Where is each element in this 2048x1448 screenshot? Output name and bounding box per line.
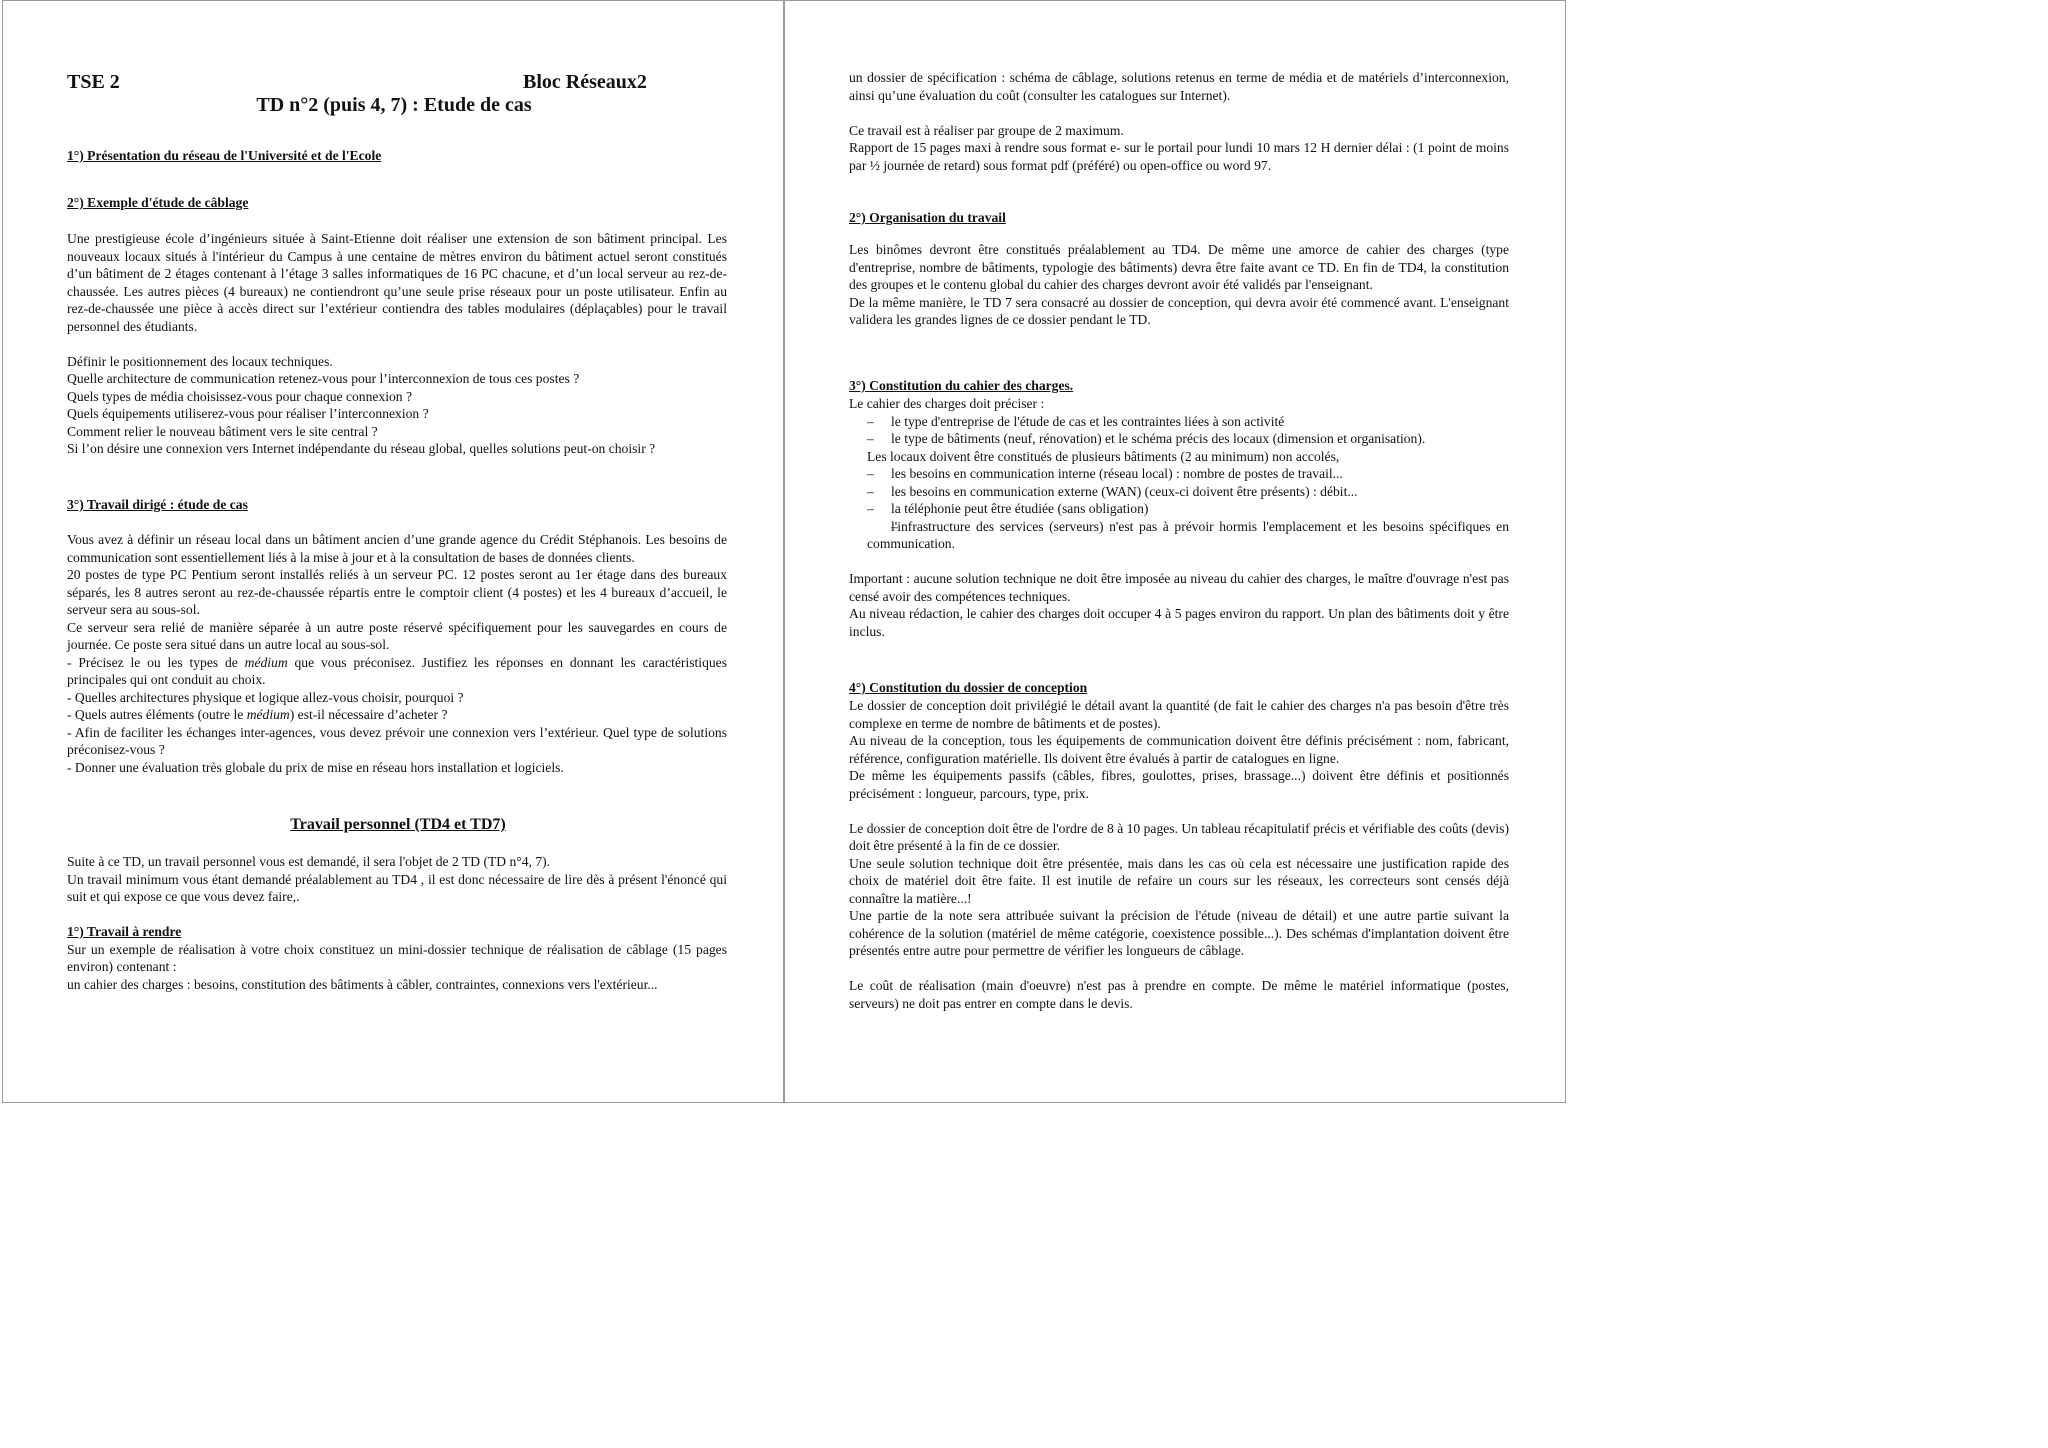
section-2-body	[67, 230, 727, 458]
header-left: TSE 2	[67, 71, 120, 93]
list-item: – l'infrastructure des services (serveurs) n'est pas à prévoir hormis l'emplacement et les besoins spécifiques en communication.	[849, 518, 1509, 553]
case-paragraph: 20 postes de type PC Pentium seront installés reliés à un serveur PC. 12 postes seront au 1er étage dans des bureaux séparés, les 8 autres seront au rez-de-chaussée répartis entre le comptoir client (4 postes) et les 4 bureaux d’accueil, le serveur sera au sous-sol.	[67, 567, 727, 617]
specifications-intro: Le cahier des charges doit préciser :	[849, 396, 1045, 411]
question: Quels équipements utiliserez-vous pour réaliser l’interconnexion ?	[67, 406, 429, 421]
question: Si l’on désire une connexion vers Internet indépendante du réseau global, quelles solutions peut-on choisir ?	[67, 441, 656, 456]
case-question: - Quelles architectures physique et logique allez-vous choisir, pourquoi ?	[67, 689, 464, 705]
question: Définir le positionnement des locaux techniques.	[67, 353, 333, 369]
case-question: - Donner une évaluation très globale du prix de mise en réseau hors installation et logiciels.	[67, 759, 564, 775]
design-line: Le dossier de conception doit être de l'ordre de 8 à 10 pages. Un tableau récapitulatif précis et vérifiable des coûts (devis) doit être présenté à la fin de ce dossier.	[849, 820, 1509, 853]
deliverable-line: Sur un exemple de réalisation à votre choix constituez un mini-dossier technique de réalisation de câblage (15 pages environ) contenant :	[67, 941, 727, 974]
case-paragraph: Ce serveur sera relié de manière séparée à un autre poste réservé spécifiquement pour les sauvegardes en cours de journée. Ce poste sera situé dans un autre local au sous-sol.	[67, 619, 727, 652]
organisation-line: De la même manière, le TD 7 sera consacré au dossier de conception, qui devra avoir été commencé avant. L'enseignant validera les grandes lignes de ce dossier pendant le TD.	[849, 294, 1509, 327]
list-item: – les besoins en communication externe (WAN) (ceux-ci doivent être présents) : débit...	[849, 483, 1509, 501]
question: Quels types de média choisissez-vous pour chaque connexion ?	[67, 388, 413, 404]
right-page	[784, 0, 1566, 1103]
deliverable-line: un cahier des charges : besoins, constitution des bâtiments à câbler, contraintes, connexions vers l'extérieur...	[67, 976, 658, 992]
case-paragraph: Vous avez à définir un réseau local dans un bâtiment ancien d’une grande agence du Crédit Stéphanois. Les besoins de communication sont essentiellement liés à la mise à jour et à la consultation de bases de données clients.	[67, 532, 727, 565]
design-line: Une partie de la note sera attribuée suivant la précision de l'étude (niveau de détail) et une autre partie suivant la cohérence de la solution (matériel de même catégorie, coexistence possible...). Des schémas d'implantation doivent être présentés entre autre pour permettre de vérifier les longueurs de câblage.	[849, 908, 1509, 958]
intro-line: Rapport de 15 pages maxi à rendre sous format e- sur le portail pour lundi 10 mars 12 H dernier délai : (1 point de moins par ½ journée de retard) sous format pdf (préféré) ou open-office ou word 97.	[849, 140, 1509, 173]
list-item: – la téléphonie peut être étudiée (sans obligation)	[849, 500, 1509, 518]
list-item: – le type d'entreprise de l'étude de cas et les contraintes liées à son activité	[849, 413, 1509, 431]
important-note: Au niveau rédaction, le cahier des charges doit occuper 4 à 5 pages environ du rapport. Un plan des bâtiments doit y être inclus.	[849, 606, 1509, 639]
section-2-paragraph: Une prestigieuse école d’ingénieurs située à Saint-Etienne doit réaliser une extension de son bâtiment principal. Les nouveaux locaux situés à l'intérieur du Campus à une centaine de mètres environ du bâtiment actuel seront constitués d’un bâtiment de 2 étages contenant à l’étage 3 salles informatiques de 16 PC chacune, et d’un local serveur au rez-de-chaussée. Les autres pièces (4 bureaux) ne contiendront qu’une seule prise réseaux pour un poste utilisateur. Enfin au rez-de-chaussée une pièce à accès direct sur l’extérieur contiendra des tables modulaires (déplaçables) pour le travail personnel des étudiants.	[67, 231, 727, 334]
design-line: Le dossier de conception doit privilégié le détail avant la quantité (de fait le cahier des charges n'a pas besoin d'être très complexe en terme de nombre de bâtiments et de postes).	[849, 698, 1509, 731]
design-file-body	[849, 697, 1509, 1012]
question: Quelle architecture de communication retenez-vous pour l’interconnexion de tous ces postes ?	[67, 371, 580, 386]
right-intro	[849, 69, 1509, 174]
document-title: TD n°2 (puis 4, 7) : Etude de cas	[256, 94, 532, 116]
intro-line: Ce travail est à réaliser par groupe de 2 maximum.	[849, 122, 1124, 138]
intro-line: un dossier de spécification : schéma de câblage, solutions retenus en terme de média et de matériels d’interconnexion, ainsi qu’une évaluation du coût (consulter les catalogues sur Internet).	[849, 70, 1509, 103]
design-final-note: Le coût de réalisation (main d'oeuvre) n'est pas à prendre en compte. De même le matériel informatique (postes, serveurs) ne doit pas entrer en compte dans le devis.	[849, 978, 1509, 1011]
important-note: Important : aucune solution technique ne doit être imposée au niveau du cahier des charges, le maître d'ouvrage n'est pas censé avoir des compétences techniques.	[849, 571, 1509, 604]
question: Comment relier le nouveau bâtiment vers le site central ?	[67, 423, 378, 439]
personal-work-line: Suite à ce TD, un travail personnel vous est demandé, il sera l'objet de 2 TD (TD n°4, 7).	[67, 854, 551, 869]
case-question: - Précisez le ou les types de médium que vous préconisez. Justifiez les réponses en donnant les caractéristiques principales qui ont conduit au choix.	[67, 654, 727, 687]
specifications-body	[849, 395, 1509, 640]
design-line: De même les équipements passifs (câbles, fibres, goulottes, prises, brassage...) doivent être définis et positionnés précisément : longueur, parcours, type, prix.	[849, 768, 1509, 801]
list-note: Les locaux doivent être constitués de plusieurs bâtiments (2 au minimum) non accolés,	[867, 448, 1340, 464]
case-question: - Quels autres éléments (outre le médium) est-il nécessaire d’acheter ?	[67, 707, 448, 722]
header-right: Bloc Réseaux2	[523, 71, 647, 93]
list-item: – les besoins en communication interne (réseau local) : nombre de postes de travail...	[849, 465, 1509, 483]
personal-work-line: Un travail minimum vous étant demandé préalablement au TD4 , il est donc nécessaire de lire dès à présent l'énoncé qui suit et qui expose ce que vous devez faire,.	[67, 871, 727, 904]
section-3-body	[67, 531, 727, 776]
deliverable-heading: 1°) Travail à rendre	[67, 924, 182, 939]
personal-work-body	[67, 853, 727, 993]
left-page	[2, 0, 784, 1103]
design-file-heading: 4°) Constitution du dossier de conception	[849, 680, 1088, 695]
specifications-heading: 3°) Constitution du cahier des charges.	[849, 378, 1074, 393]
organisation-body	[849, 241, 1509, 329]
design-line: Une seule solution technique doit être présentée, mais dans les cas où cela est nécessaire une justification rapide des choix de matériel doit être faite. Il est inutile de refaire un cours sur les réseaux, les correcteurs sont censés déjà connaître la matière...!	[849, 855, 1509, 906]
section-3-heading: 3°) Travail dirigé : étude de cas	[67, 497, 248, 512]
personal-work-heading: Travail personnel (TD4 et TD7)	[290, 816, 506, 833]
section-1-heading: 1°) Présentation du réseau de l'Université et de l'Ecole	[67, 148, 382, 163]
organisation-heading: 2°) Organisation du travail	[849, 210, 1006, 225]
list-item: – le type de bâtiments (neuf, rénovation) et le schéma précis des locaux (dimension et organisation).	[849, 430, 1509, 448]
case-question: - Afin de faciliter les échanges inter-agences, vous devez prévoir une connexion vers l’extérieur. Quel type de solutions préconisez-vous ?	[67, 724, 727, 757]
organisation-line: Les binômes devront être constitués préalablement au TD4. De même une amorce de cahier des charges (type d'entreprise, nombre de bâtiments, typologie des bâtiments) devra être faite avant ce TD. En fin de TD4, la constitution des groupes et le contenu global du cahier des charges devront avoir été validés par l'enseignant.	[849, 242, 1509, 292]
section-2-heading: 2°) Exemple d'étude de câblage	[67, 195, 249, 210]
design-line: Au niveau de la conception, tous les équipements de communication doivent être définis précisément : nom, fabricant, référence, configuration matérielle. Ils doivent être évalués à partir de catalogues en ligne.	[849, 733, 1509, 766]
